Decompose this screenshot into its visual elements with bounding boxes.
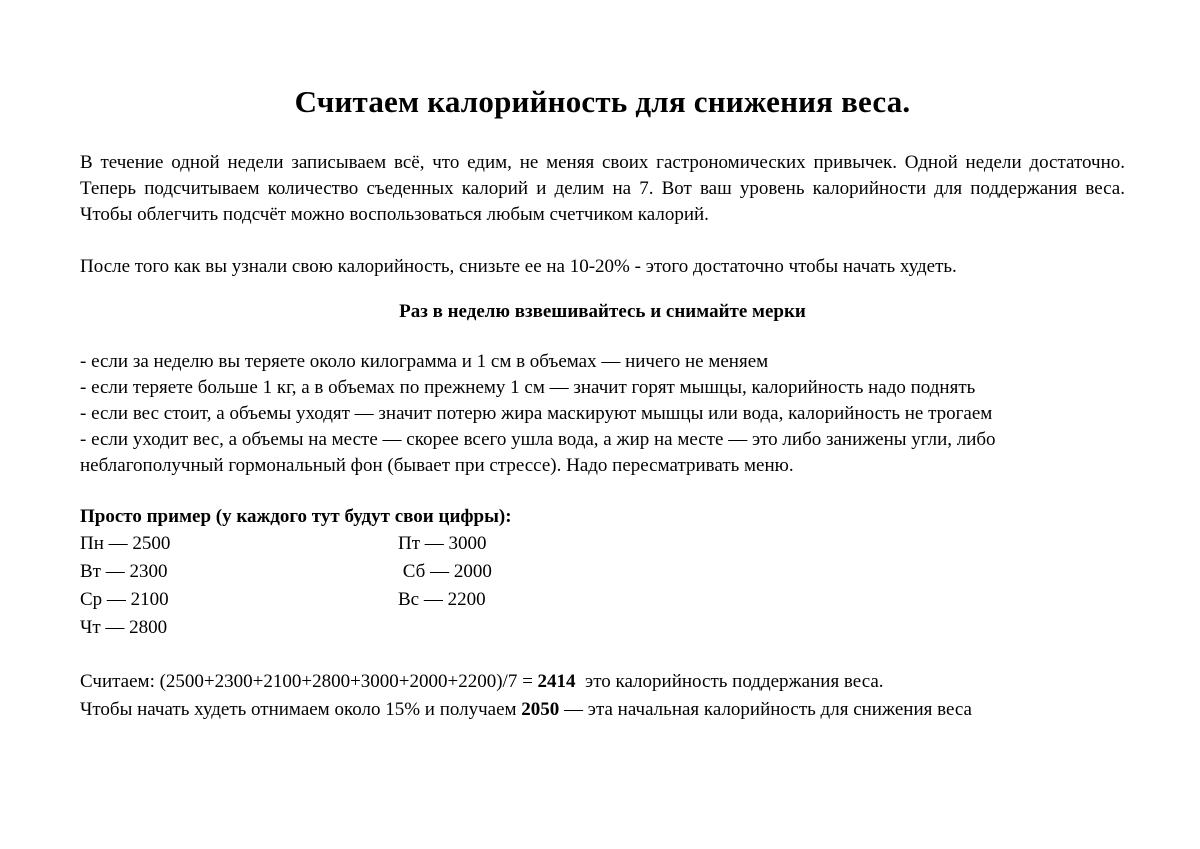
bullet-list xyxy=(80,349,1125,479)
day-entry: Пн — 2500 xyxy=(80,533,171,554)
reduction-paragraph: После того как вы узнали свою калорийность, снизьте ее на 10-20% - этого достаточно чтобы начать худеть. xyxy=(80,256,957,277)
deficit-text: Чтобы начать худеть отнимаем около 15% и получаем xyxy=(80,699,522,720)
maintenance-text: Считаем: (2500+2300+2100+2800+3000+2000+2200)/7 = xyxy=(80,671,538,692)
deficit-value: 2050 xyxy=(521,699,560,720)
maintenance-suffix: это калорийность поддержания веса. xyxy=(575,671,884,692)
intro-paragraph: В течение одной недели записываем всё, что едим, не меняя своих гастрономических привычек. Одной недели достаточно. Теперь подсчитываем количество съеденных калорий и делим на 7. Вот ваш уровень калорийности для поддержания веса. Чтобы облегчить подсчёт можно воспользоваться любым счетчиком калорий. xyxy=(80,152,1125,225)
weigh-in-subheading: Раз в неделю взвешивайтесь и снимайте мерки xyxy=(399,301,806,322)
day-entry: Чт — 2800 xyxy=(80,617,168,638)
calculation xyxy=(80,668,1125,724)
document-page xyxy=(80,84,1125,724)
bullet-item: - если теряете больше 1 кг, а в объемах по прежнему 1 см — значит горят мышцы, калорийность надо поднять xyxy=(80,377,976,398)
daily-calories xyxy=(80,530,1125,642)
bullet-item: - если за неделю вы теряете около килограмма и 1 см в объемах — ничего не меняем xyxy=(80,351,769,372)
bullet-item: - если уходит вес, а объемы на месте — скорее всего ушла вода, а жир на месте — это либо занижены угли, либо неблагополучный гормональный фон (бывает при стрессе). Надо пересматривать меню. xyxy=(80,429,996,476)
maintenance-line xyxy=(80,668,1125,696)
page-title: Считаем калорийность для снижения веса. xyxy=(294,84,911,119)
maintenance-value: 2414 xyxy=(537,671,576,692)
bullet-item: - если вес стоит, а объемы уходят — значит потерю жира маскируют мышцы или вода, калорийность не трогаем xyxy=(80,403,993,424)
deficit-line xyxy=(80,696,1125,724)
days-left-column xyxy=(80,530,170,642)
day-entry: Вт — 2300 xyxy=(80,561,168,582)
example-heading: Просто пример (у каждого тут будут свои цифры): xyxy=(80,506,512,527)
days-right-column xyxy=(398,530,492,614)
day-entry: Вс — 2200 xyxy=(398,589,486,610)
deficit-suffix: — эта начальная калорийность для снижения веса xyxy=(559,699,972,720)
day-entry: Пт — 3000 xyxy=(398,533,487,554)
day-entry: Ср — 2100 xyxy=(80,589,169,610)
day-entry: Сб — 2000 xyxy=(398,561,492,582)
